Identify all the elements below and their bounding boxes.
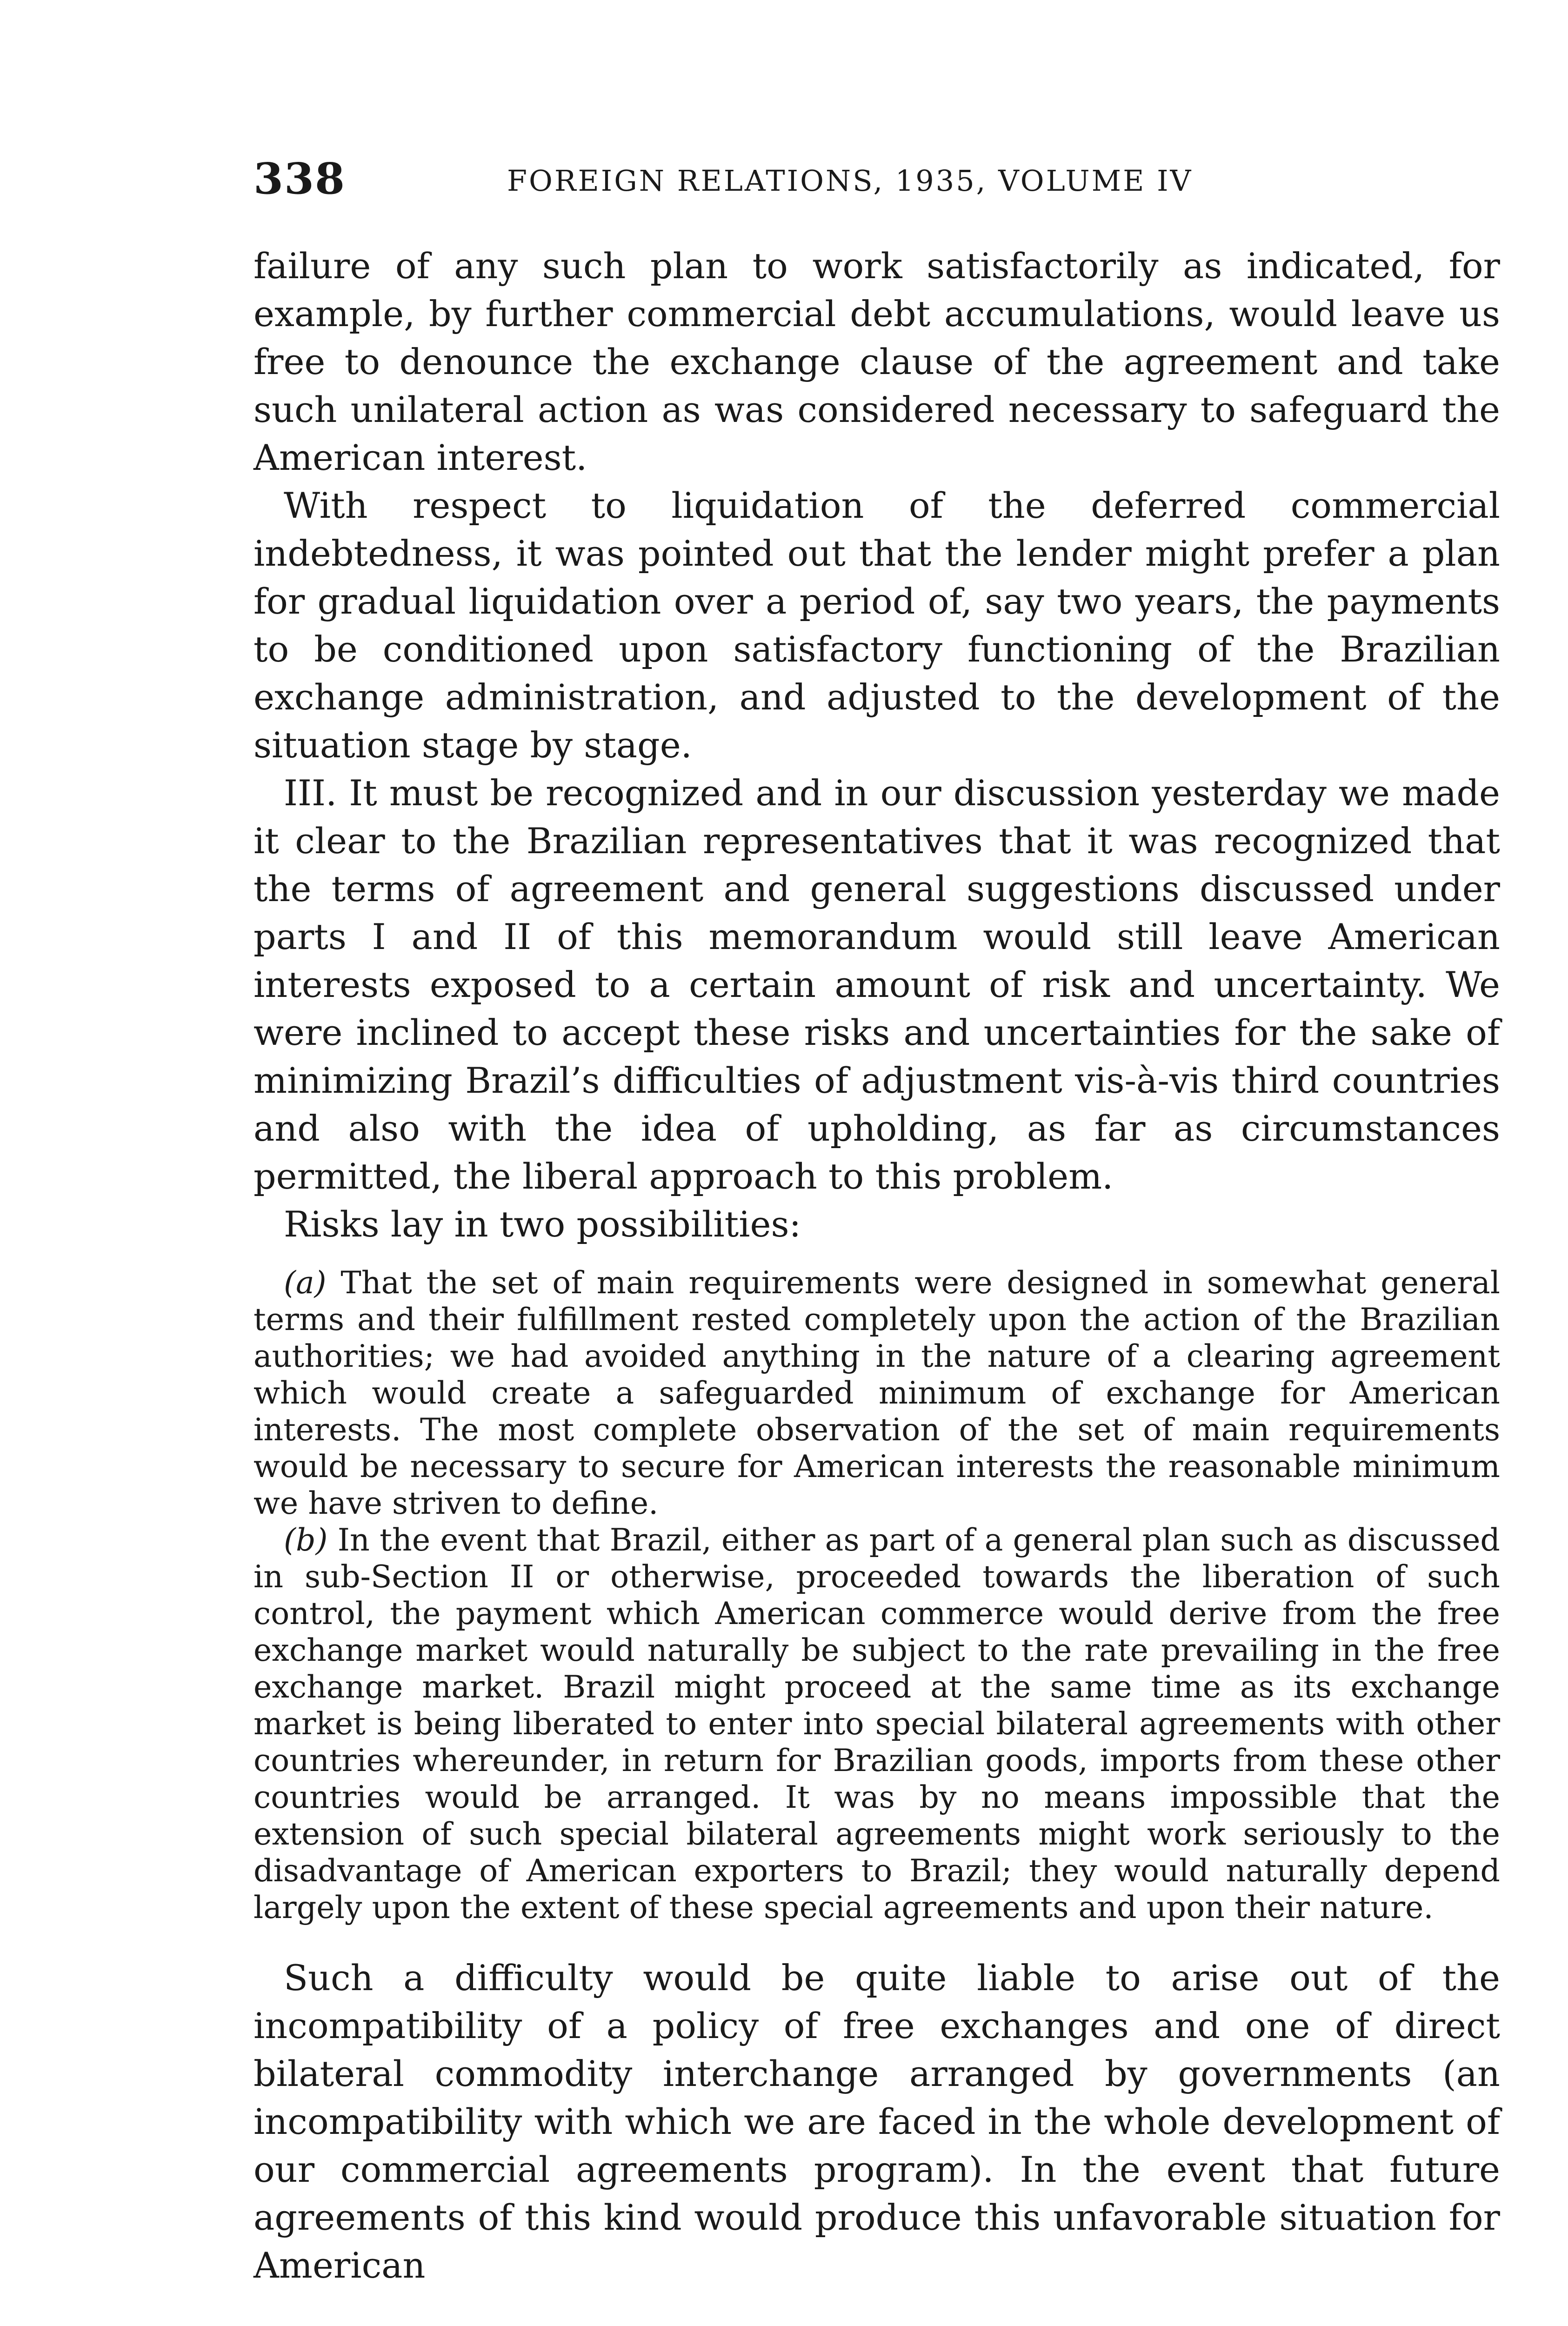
risk-b-text: In the event that Brazil, either as part of a general plan such as discussed in sub-Section II or otherwise, proceeded towards the liberation of such control, the payment which American commerce would derive from the free exchange market would naturally be subject to the rate prevailing in the free exchange market. Brazil might proceed at the same time as its exchange market is being liberated to enter into special bilateral agreements with other countries whereunder, in return for Brazilian goods, imports from these other countries would be arranged. It was by no means impossible that the extension of such special bilateral agreements might work seriously to the disadvantage of American exporters to Brazil; they would naturally depend largely upon the extent of these special agreements and upon their nature. [254, 1522, 1501, 1925]
running-head: FOREIGN RELATIONS, 1935, VOLUME IV [507, 164, 1193, 198]
risk-b-label: (b) [284, 1522, 328, 1558]
body-text [254, 242, 1500, 1248]
paragraph-section-iii: III. It must be recognized and in our discussion yesterday we made it clear to the Brazilian representatives that it was recognized that the terms of agreement and general suggestions discussed under parts I and II of this memorandum would still leave American interests exposed to a certain amount of risk and uncertainty. We were inclined to accept these risks and uncertainties for the sake of minimizing Brazil’s difficulties of adjustment vis-à-vis third countries and also with the idea of upholding, as far as circumstances permitted, the liberal approach to this problem. [254, 772, 1500, 1197]
risks-extract [254, 1264, 1500, 1926]
page-number: 338 [254, 154, 346, 204]
closing-text [254, 1954, 1500, 2289]
paragraph-liquidation: With respect to liquidation of the deferred commercial indebtedness, it was pointed out that the lender might prefer a plan for gradual liquidation over a period of, say two years, the payments to be conditioned upon satisfactory functioning of the Brazilian exchange administration, and adjusted to the development of the situation stage by stage. [254, 485, 1500, 766]
risk-item-a [254, 1264, 1500, 1522]
risk-item-b [254, 1522, 1500, 1926]
page-header [254, 154, 1503, 209]
risk-a-text: That the set of main requirements were designed in somewhat general terms and their fulfillment rested completely upon the action of the Brazilian authorities; we had avoided anything in the nature of a clearing agreement which would create a safeguarded minimum of exchange for American interests. The most complete observation of the set of main requirements would be necessary to secure for American interests the reasonable minimum we have striven to define. [254, 1264, 1501, 1521]
risk-a-label: (a) [284, 1264, 327, 1301]
paragraph-risks-intro: Risks lay in two possibilities: [284, 1203, 801, 1245]
paragraph-incompatibility: Such a difficulty would be quite liable to arise out of the incompatibility of a policy of free exchanges and one of direct bilateral commodity interchange arranged by governments (an incompatibility with which we are faced in the whole development of our commercial agreements program). In the event that future agreements of this kind would produce this unfavorable situation for American [254, 1957, 1500, 2286]
paragraph-continuation: failure of any such plan to work satisfactorily as indicated, for example, by further commercial debt accumulations, would leave us free to denounce the exchange clause of the agreement and take such unilateral action as was considered necessary to safeguard the American interest. [254, 245, 1500, 478]
